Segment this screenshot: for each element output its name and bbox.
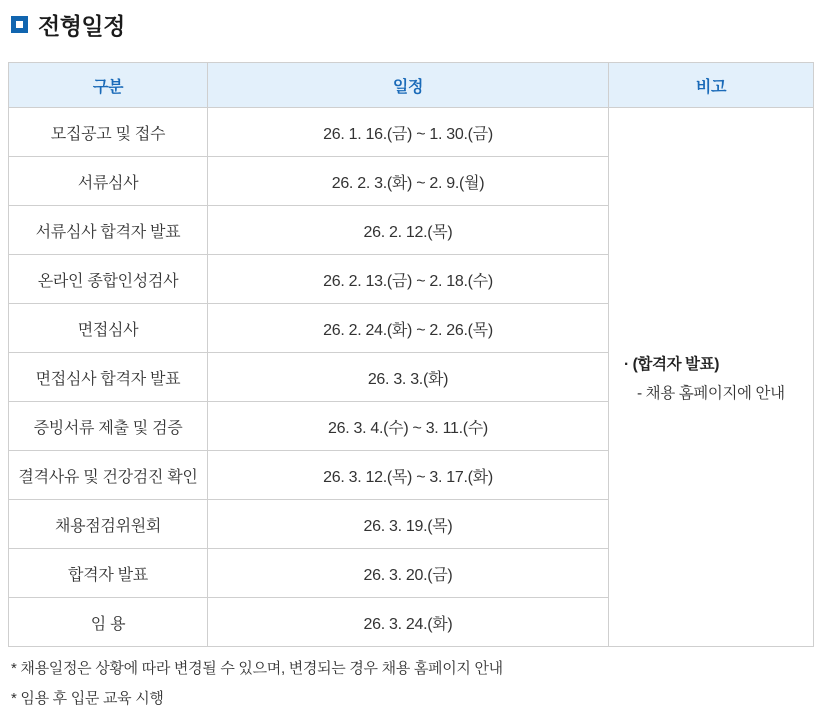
category-cell: 결격사유 및 건강검진 확인: [9, 451, 208, 500]
schedule-cell: 26. 3. 24.(화): [208, 598, 609, 647]
square-bullet-icon: [11, 16, 28, 33]
section-title: [11, 9, 813, 39]
category-cell: 면접심사 합격자 발표: [9, 353, 208, 402]
schedule-cell: 26. 3. 3.(화): [208, 353, 609, 402]
schedule-cell: 26. 2. 13.(금) ~ 2. 18.(수): [208, 255, 609, 304]
footnote-training: * 임용 후 입문 교육 시행: [11, 690, 164, 707]
table-header-row: [9, 63, 814, 108]
table-row: [9, 108, 814, 157]
category-cell: 온라인 종합인성검사: [9, 255, 208, 304]
column-header-category: 구분: [9, 63, 208, 108]
category-cell: 채용점검위원회: [9, 500, 208, 549]
schedule-cell: 26. 3. 12.(목) ~ 3. 17.(화): [208, 451, 609, 500]
column-header-schedule: 일정: [208, 63, 609, 108]
category-cell: 증빙서류 제출 및 검증: [9, 402, 208, 451]
column-header-remark: 비고: [609, 63, 814, 108]
footnotes: [11, 659, 813, 709]
remark-heading: · (합격자 발표): [624, 355, 719, 373]
remark-detail: - 채용 홈페이지에 안내: [637, 384, 785, 402]
schedule-cell: 26. 1. 16.(금) ~ 1. 30.(금): [208, 108, 609, 157]
category-cell: 합격자 발표: [9, 549, 208, 598]
schedule-cell: 26. 3. 4.(수) ~ 3. 11.(수): [208, 402, 609, 451]
category-cell: 임 용: [9, 598, 208, 647]
schedule-cell: 26. 2. 12.(목): [208, 206, 609, 255]
category-cell: 면접심사: [9, 304, 208, 353]
page-title: 전형일정: [38, 12, 125, 39]
category-cell: 모집공고 및 접수: [9, 108, 208, 157]
schedule-cell: 26. 2. 3.(화) ~ 2. 9.(월): [208, 157, 609, 206]
schedule-table: [8, 62, 814, 647]
footnote-schedule-change: * 채용일정은 상황에 따라 변경될 수 있으며, 변경되는 경우 채용 홈페이지 안내: [11, 660, 503, 677]
remark-cell: [609, 108, 814, 647]
schedule-cell: 26. 3. 20.(금): [208, 549, 609, 598]
category-cell: 서류심사 합격자 발표: [9, 206, 208, 255]
schedule-cell: 26. 3. 19.(목): [208, 500, 609, 549]
category-cell: 서류심사: [9, 157, 208, 206]
schedule-cell: 26. 2. 24.(화) ~ 2. 26.(목): [208, 304, 609, 353]
